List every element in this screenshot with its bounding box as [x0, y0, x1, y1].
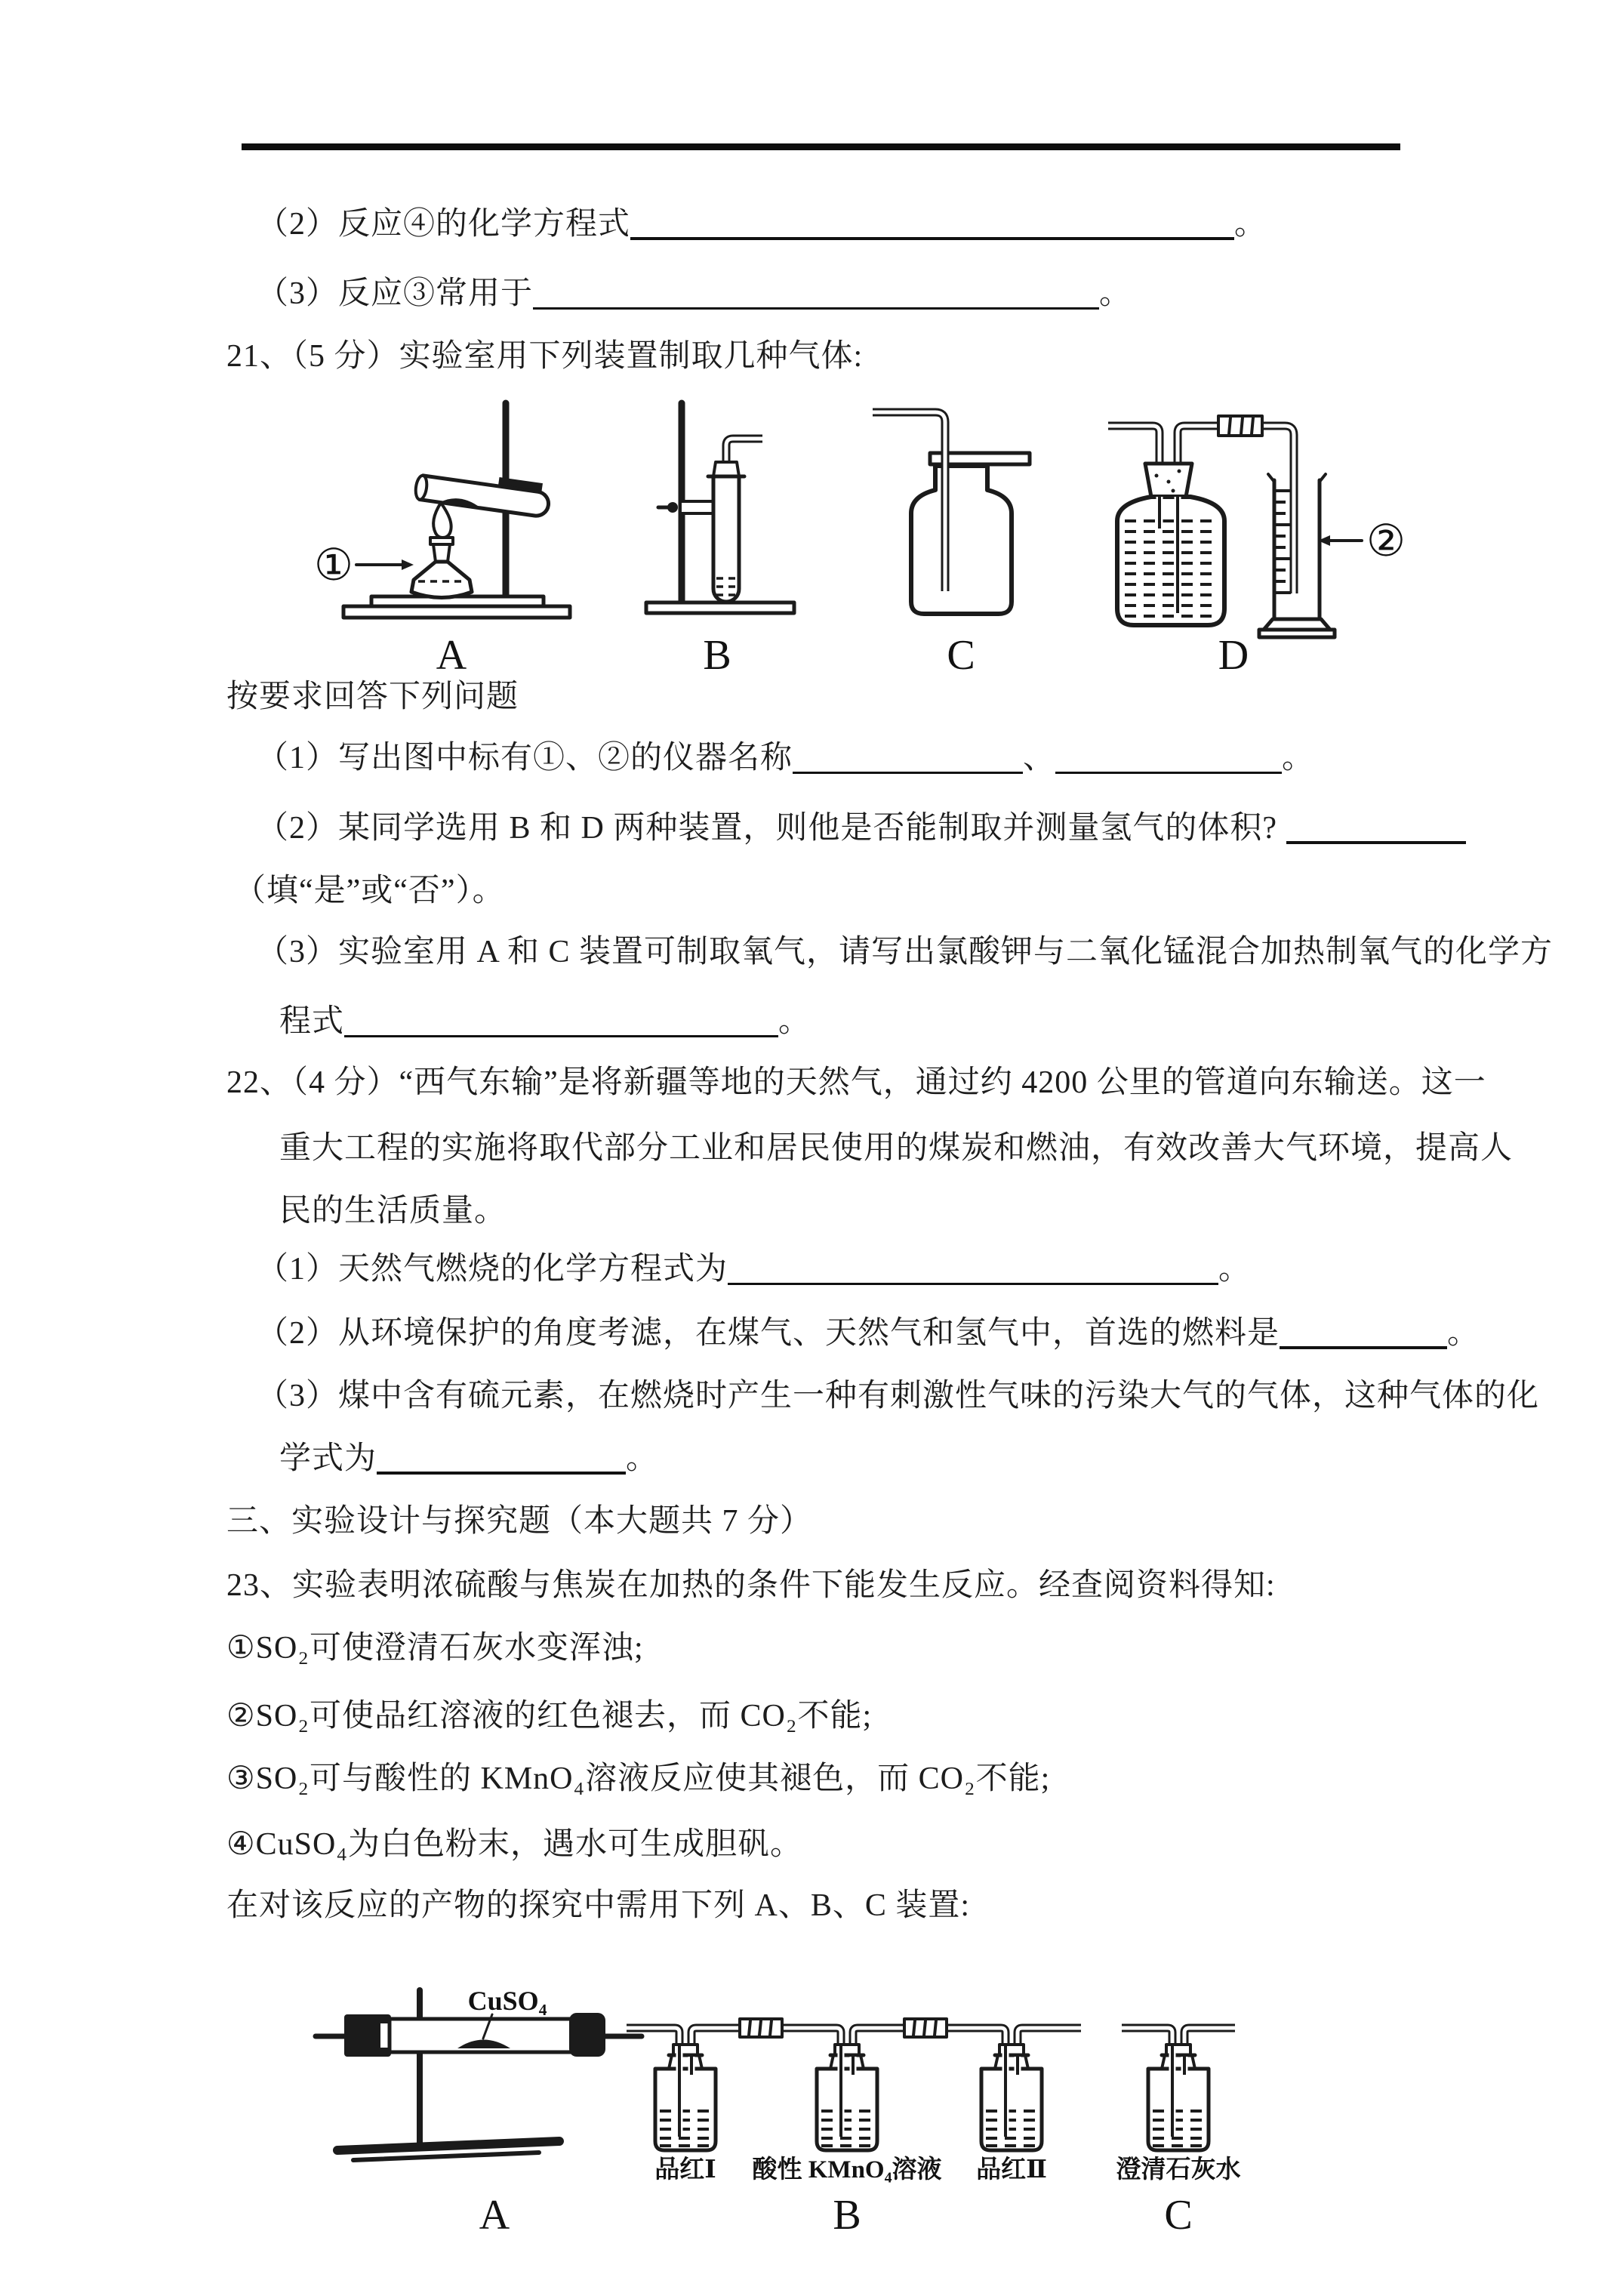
apparatus-c-gas-bottle	[873, 412, 1030, 679]
device-b-letter: B	[703, 632, 731, 679]
cylinder-foot-base	[1259, 630, 1335, 637]
section3-title-text: 三、实验设计与探究题（本大题共 7 分）	[226, 1504, 813, 1539]
q22-part2-blank	[1280, 1324, 1447, 1349]
cylinder-tube	[1261, 426, 1294, 593]
stand-base-bottom	[353, 2153, 539, 2160]
q21-part1-text: （1）写出图中标有①、②的仪器名称	[257, 741, 793, 775]
bottle-left-tube	[1108, 426, 1160, 465]
page-top-rule	[242, 143, 1400, 150]
q21-part3-blank	[344, 1012, 778, 1037]
q21-part3-text1: （3）实验室用 A 和 C 装置可制取氧气，请写出氯酸钾与二氧化锰混合加热制氧气的化学方	[257, 935, 1554, 969]
q22-part1-blank	[728, 1260, 1218, 1285]
q23-stem-text: 23、实验表明浓硫酸与焦炭在加热的条件下能发生反应。经查阅资料得知:	[226, 1568, 1276, 1603]
q20-part2-line	[257, 205, 1267, 245]
device-b-letter: B	[833, 2192, 861, 2239]
q23-fact4-text: ④CuSO₄为白色粉末，遇水可生成胆矾。	[226, 1827, 802, 1862]
wash-bottle-1	[627, 2028, 791, 2150]
apparatus-b-test-tube-stand	[646, 403, 794, 679]
rubber-connector-2	[904, 2019, 947, 2037]
q21-part2-line	[257, 809, 1466, 849]
q21-part3-line1	[257, 932, 1553, 972]
wash-bottle-2	[788, 2028, 956, 2150]
q23-fact3-text: ③SO₂可与酸性的 KMnO₄溶液反应使其褪色，而 CO₂不能;	[226, 1761, 1051, 1796]
test-tube	[713, 476, 739, 602]
apparatus-d-displacement-setup	[1108, 416, 1406, 679]
q20-part2-text: （2）反应④的化学方程式	[257, 207, 631, 242]
q23-fact3-line	[226, 1759, 1050, 1799]
device-c-letter: C	[947, 632, 975, 679]
q22-part2-line	[257, 1314, 1480, 1354]
q21-part1-line	[257, 738, 1314, 778]
q22-part3-text1: （3）煤中含有硫元素，在燃烧时产生一种有刺激性气味的污染大气的气体，这种气体的化	[257, 1379, 1540, 1413]
figure2-exploration-apparatus	[287, 1978, 1374, 2250]
apparatus-b-wash-bottles	[627, 2019, 1081, 2239]
apparatus-a-cuso4-tube	[316, 1986, 642, 2239]
q20-part2-period: 。	[1234, 207, 1267, 242]
q21-part1-period: 。	[1282, 741, 1315, 775]
device-c-letter: C	[1164, 2192, 1193, 2239]
bottle-left-tube-outline	[1108, 426, 1160, 465]
q22-part3-period: 。	[626, 1441, 659, 1476]
q21-part3-text2: 程式	[279, 1004, 345, 1039]
q23-fact1-line	[226, 1629, 644, 1669]
right-clamp	[569, 2013, 605, 2057]
q20-part3-answer-blank	[533, 285, 1099, 310]
q21-part2-blank	[1286, 818, 1466, 844]
bottle3-label: 品红Ⅱ	[976, 2156, 1047, 2184]
clamp	[680, 501, 715, 513]
lamp-neck	[433, 544, 450, 562]
apparatus-a-heated-test-tube	[314, 403, 570, 679]
bottle-right-tube-outline	[1178, 426, 1221, 465]
q23-fact2-text: ②SO₂可使品红溶液的红色褪去，而 CO₂不能;	[226, 1699, 873, 1734]
figure1-gas-apparatus	[287, 393, 1510, 687]
marker-1-label: ①	[314, 541, 353, 590]
cylinder-tube-outline	[1261, 426, 1294, 593]
stand-base-bottom	[343, 606, 570, 618]
device-a-letter: A	[479, 2192, 510, 2239]
q21-part1-separator: 、	[1023, 741, 1056, 775]
marker-1-arrowhead	[402, 559, 414, 570]
test-tube	[414, 475, 550, 517]
q21-prompt-line	[226, 677, 519, 717]
q23-stem-line	[226, 1566, 1276, 1606]
q22-part1-period: 。	[1218, 1252, 1252, 1287]
device-a-letter: A	[436, 632, 467, 679]
q22-stem-text3: 民的生活质量。	[279, 1194, 507, 1228]
q20-part2-answer-blank	[630, 214, 1234, 240]
clamp-bolt	[667, 502, 678, 513]
q23-need-text: 在对该反应的产物的探究中需用下列 A、B、C 装置:	[226, 1888, 971, 1923]
q21-part1-blank2	[1055, 749, 1282, 774]
q21-part1-blank1	[793, 749, 1023, 774]
q22-part3-line1	[257, 1376, 1539, 1416]
flame-icon	[433, 503, 451, 538]
alcohol-lamp-body	[411, 562, 472, 598]
q21-stem-text: 21、（5 分）实验室用下列装置制取几种气体:	[226, 339, 864, 374]
q20-part3-line	[257, 274, 1132, 314]
q22-part3-text2: 学式为	[279, 1441, 377, 1476]
q20-part3-text: （3）反应③常用于	[257, 276, 534, 311]
q22-part2-text: （2）从环境保护的角度考滤，在煤气、天然气和氢气中，首选的燃料是	[257, 1316, 1280, 1351]
q21-part2-note-line	[234, 871, 505, 911]
q21-part2-note-text: （填“是”或“否”）。	[234, 874, 505, 908]
stand-base-top	[337, 2141, 559, 2150]
q22-stem-text2: 重大工程的实施将取代部分工业和居民使用的煤炭和燃油，有效改善大气环境，提高人	[279, 1131, 1514, 1166]
device-d-letter: D	[1218, 632, 1249, 679]
marker-2-label: ②	[1366, 516, 1406, 566]
q21-stem-line	[226, 337, 863, 377]
q23-fact4-line	[226, 1825, 802, 1865]
graduation-marks	[1276, 491, 1291, 593]
q22-stem-text1: 22、（4 分）“西气东输”是将新疆等地的天然气，通过约 4200 公里的管道向东输送。这一	[226, 1065, 1486, 1100]
q23-fact2-line	[226, 1697, 872, 1737]
q22-part1-text: （1）天然气燃烧的化学方程式为	[257, 1252, 728, 1287]
q21-part3-line2	[279, 1002, 811, 1042]
bottle1-label: 品红Ⅰ	[654, 2156, 716, 2184]
bottle-right-tube	[1178, 426, 1221, 465]
bottle4-label: 澄清石灰水	[1116, 2156, 1241, 2184]
wash-bottle-3	[953, 2028, 1081, 2150]
section3-title-line	[226, 1502, 812, 1542]
q20-part3-period: 。	[1099, 276, 1132, 311]
apparatus-c-limewater-bottle	[1116, 2028, 1241, 2239]
stand-base	[646, 603, 794, 613]
bottle2-label: 酸性 KMnO₄溶液	[752, 2156, 942, 2184]
q21-part2-text: （2）某同学选用 B 和 D 两种装置，则他是否能制取并测量氢气的体积?	[257, 811, 1277, 846]
q22-stem-line2	[279, 1129, 1513, 1169]
collection-bottle	[911, 466, 1012, 614]
q22-part2-period: 。	[1447, 1316, 1480, 1351]
rubber-connector-1	[740, 2019, 782, 2037]
stopper	[713, 462, 739, 476]
q21-part3-period: 。	[778, 1004, 812, 1039]
q23-fact1-text: ①SO₂可使澄清石灰水变浑浊;	[226, 1631, 644, 1666]
cuso4-label: CuSO₄	[467, 1986, 547, 2016]
q23-need-line	[226, 1886, 970, 1926]
q22-stem-line1	[226, 1063, 1486, 1103]
q22-part3-line2	[279, 1439, 658, 1479]
q22-part1-line	[257, 1250, 1251, 1290]
q22-part3-blank	[377, 1449, 626, 1475]
q22-stem-line3	[279, 1191, 507, 1231]
q21-prompt-text: 按要求回答下列问题	[226, 680, 519, 714]
